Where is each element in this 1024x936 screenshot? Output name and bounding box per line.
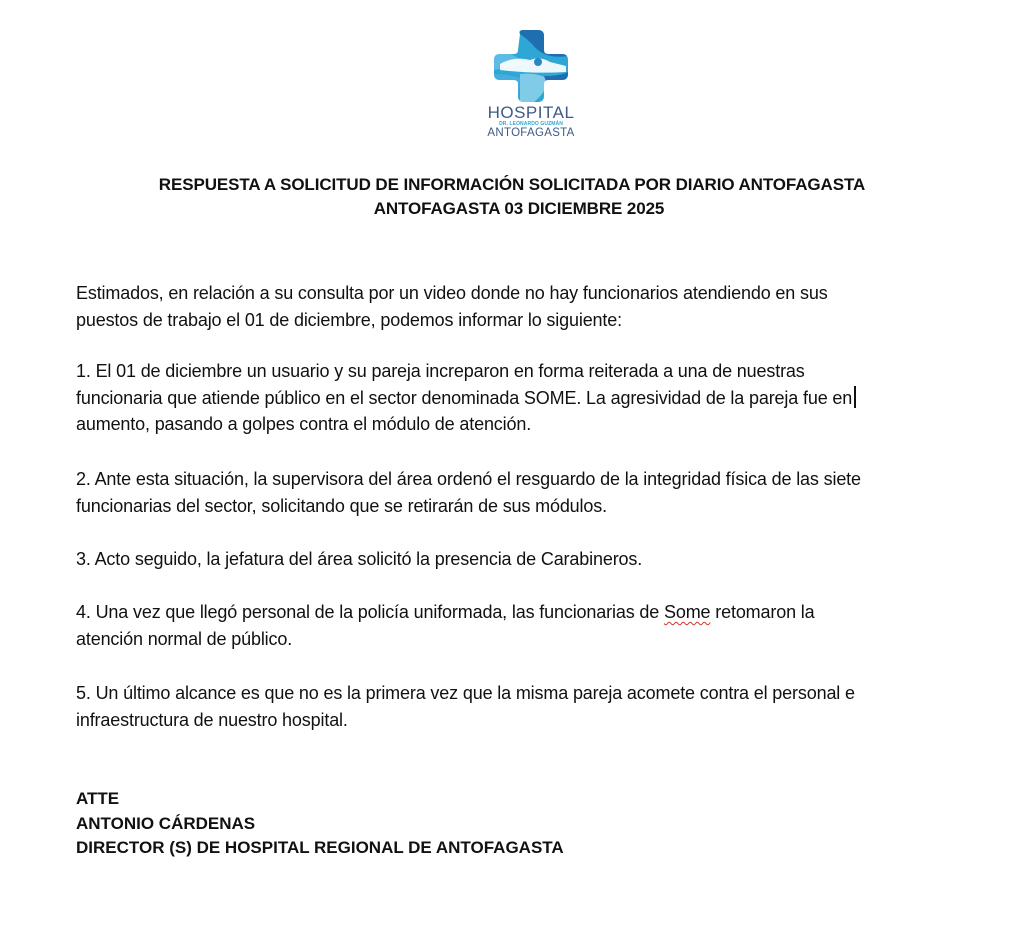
point-line: aumento, pasando a golpes contra el módulo de atención. (76, 414, 532, 434)
logo-text-hospital: HOSPITAL (487, 103, 575, 122)
point-line (76, 385, 976, 412)
signature-block (76, 787, 564, 861)
signature-closing: ATTE (76, 789, 120, 808)
point-line: 1. El 01 de diciembre un usuario y su pareja increparon en forma reiterada a una de nuestras (76, 361, 805, 381)
point-1-paragraph (76, 358, 976, 438)
signature-position: DIRECTOR (S) DE HOSPITAL REGIONAL DE ANTOFAGASTA (76, 838, 564, 857)
point-line-text: funcionaria que atiende público en el sector denominada SOME. La agresividad de la pareja fue en (76, 387, 853, 408)
point-line-text: retomaron la (710, 602, 815, 622)
point-3-paragraph (76, 546, 976, 573)
document-title (0, 173, 1024, 221)
point-line: funcionarias del sector, solicitando que se retirarán de sus módulos. (76, 495, 607, 516)
logo-text-doctor-name: DR. LEONARDO GUZMÁN (499, 121, 563, 127)
point-line: 3. Acto seguido, la jefatura del área solicitó la presencia de Carabineros. (76, 549, 643, 569)
hospital-logo (486, 30, 576, 148)
hospital-cross-logo-icon (494, 30, 568, 102)
spellcheck-flagged-word[interactable]: Some (663, 602, 711, 622)
point-line: infraestructura de nuestro hospital. (76, 709, 348, 730)
intro-line: puestos de trabajo el 01 de diciembre, podemos informar lo siguiente: (76, 309, 622, 330)
point-5-paragraph (76, 680, 976, 733)
title-line-subject: RESPUESTA A SOLICITUD DE INFORMACIÓN SOLICITADA POR DIARIO ANTOFAGASTA (158, 175, 866, 194)
point-2-paragraph (76, 466, 976, 519)
text-cursor (854, 386, 856, 408)
intro-line: Estimados, en relación a su consulta por un video donde no hay funcionarios atendiendo en sus (76, 283, 828, 303)
point-line-text: 4. Una vez que llegó personal de la policía uniformada, las funcionarias de (76, 602, 664, 622)
point-line: 2. Ante esta situación, la supervisora del área ordenó el resguardo de la integridad física de las siete (76, 469, 861, 489)
point-4-paragraph (76, 599, 976, 652)
point-line (76, 599, 976, 626)
intro-paragraph (76, 280, 976, 333)
title-line-date: ANTOFAGASTA 03 DICIEMBRE 2025 (373, 199, 665, 218)
point-line: 5. Un último alcance es que no es la primera vez que la misma pareja acomete contra el personal e (76, 683, 855, 703)
signature-name: ANTONIO CÁRDENAS (76, 813, 256, 833)
logo-text-city: ANTOFAGASTA (487, 127, 575, 139)
point-line: atención normal de público. (76, 628, 293, 649)
